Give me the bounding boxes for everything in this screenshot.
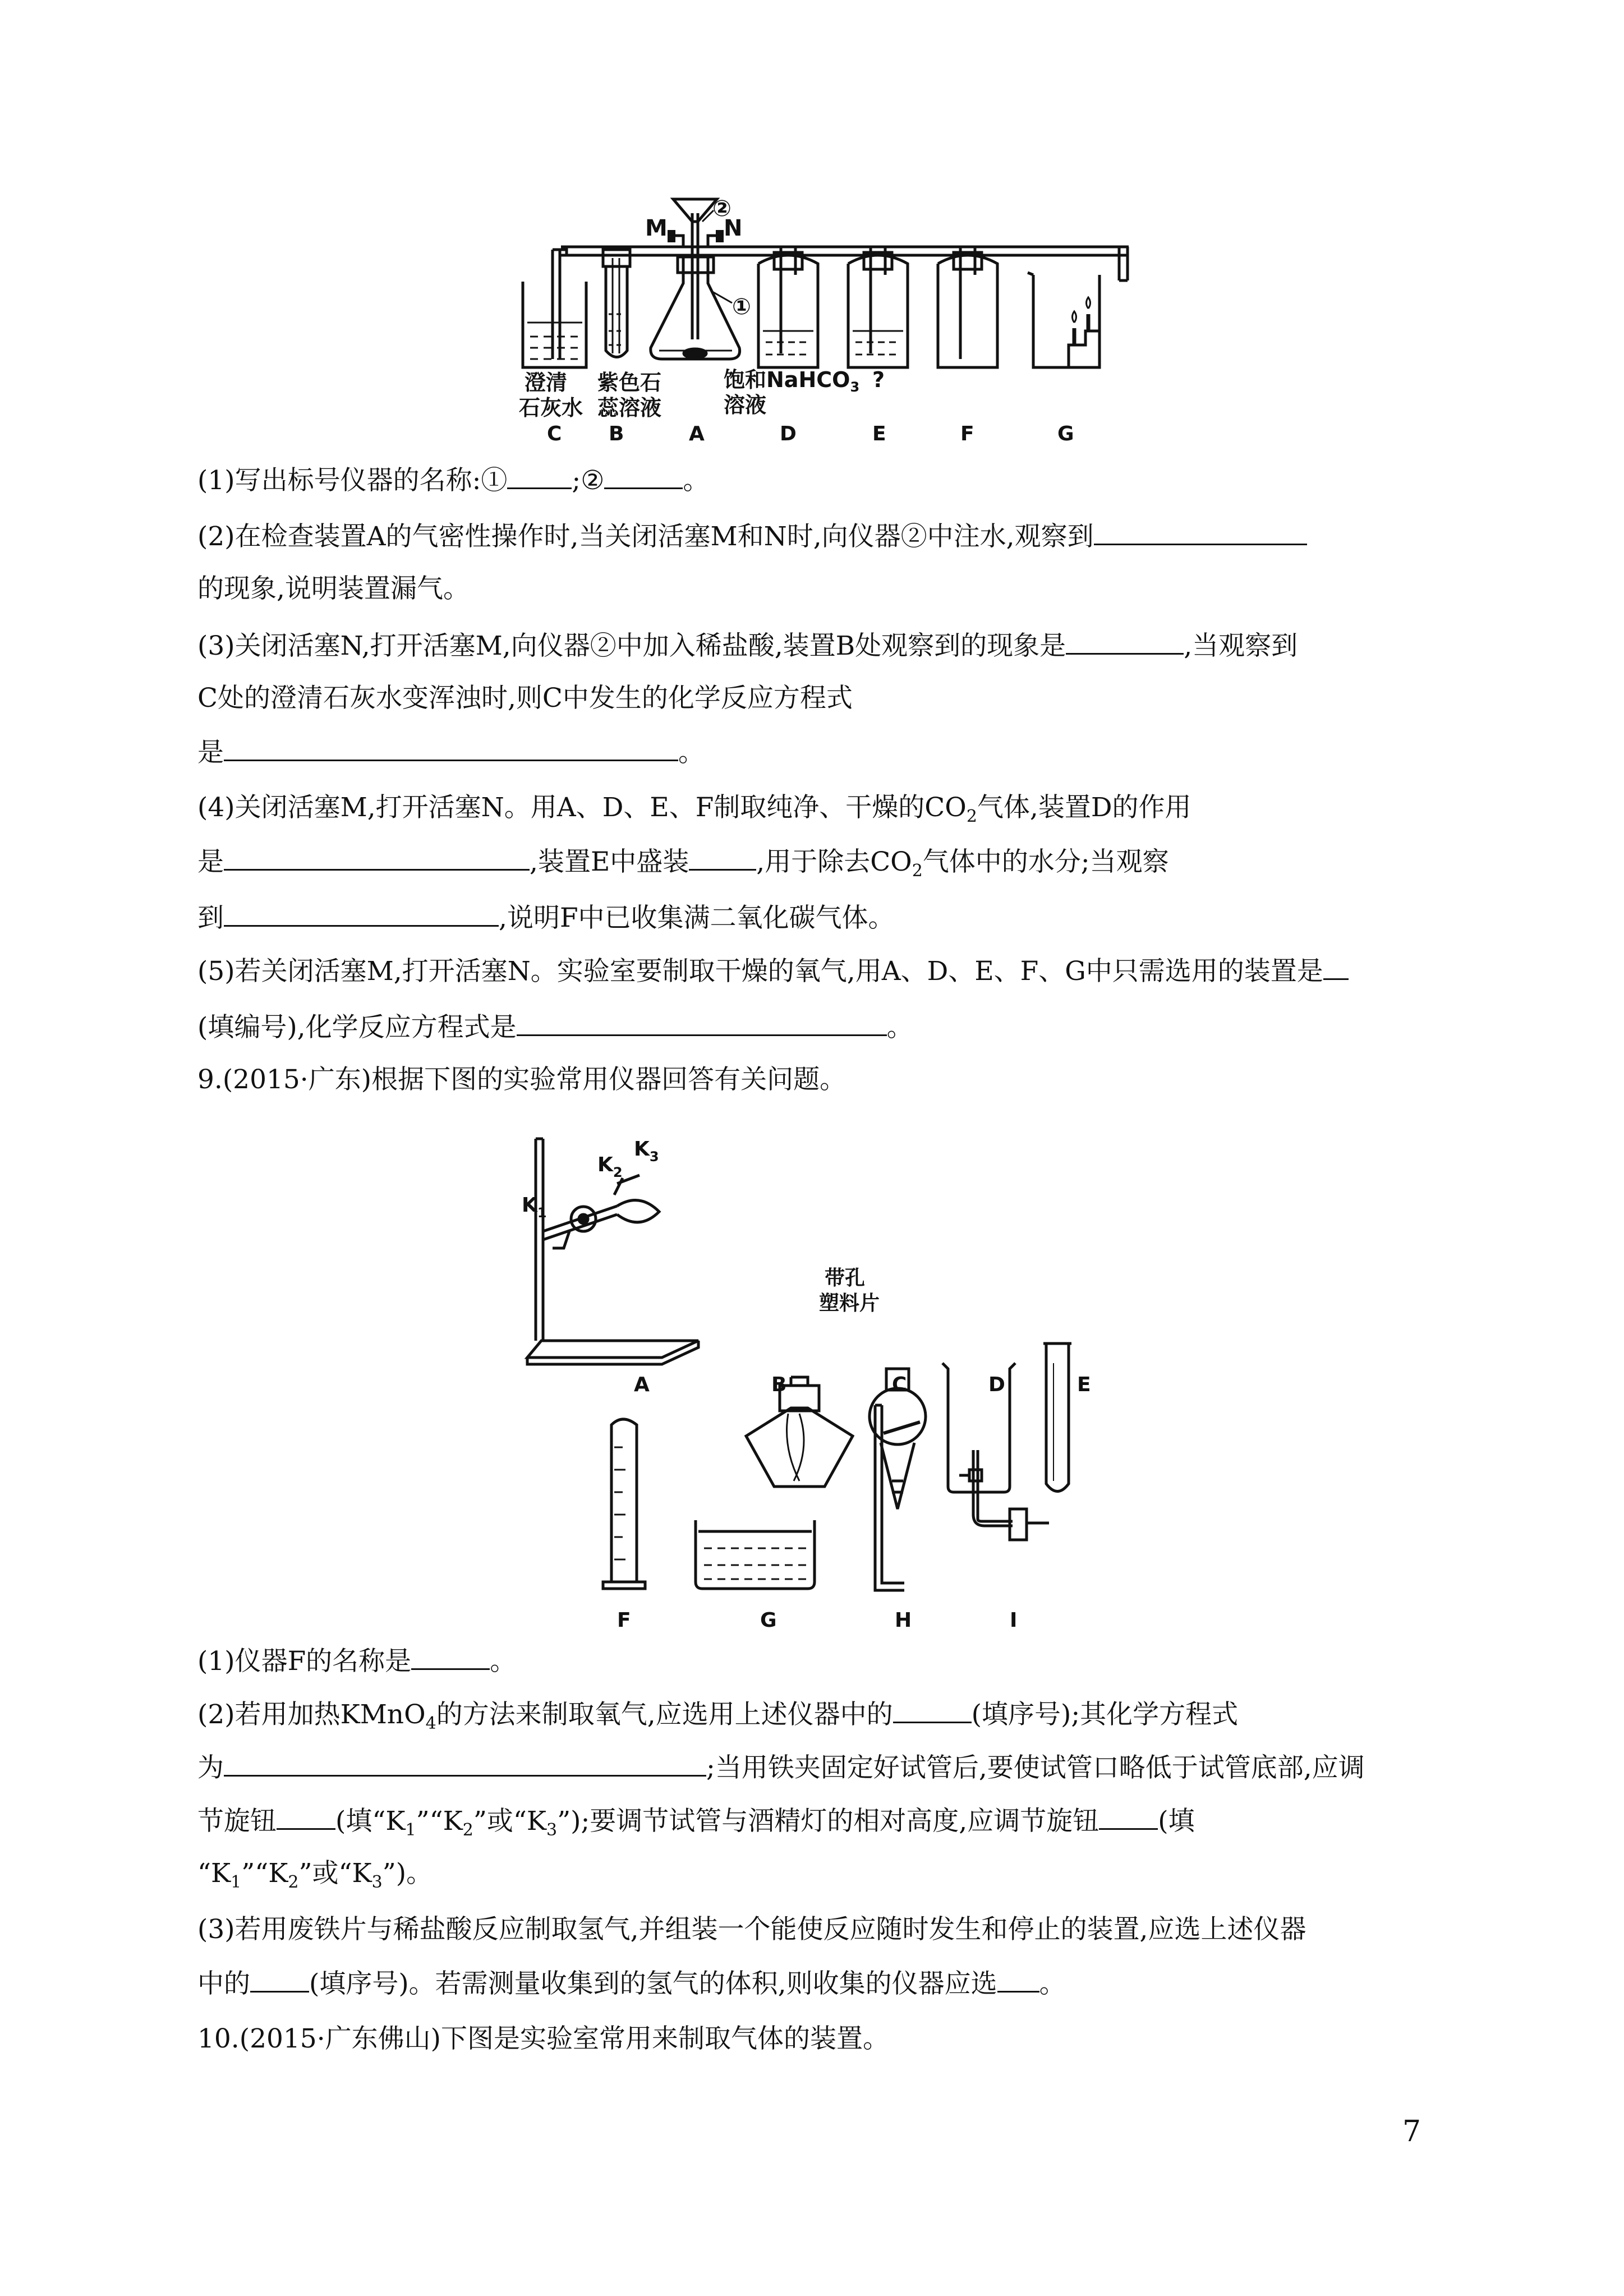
label-1: ① — [732, 294, 751, 320]
label-perforated-1: 带孔 — [825, 1267, 866, 1290]
label-limewater-2: 石灰水 — [519, 395, 583, 420]
q9-part3-line2: 中的 (填序号)。若需测量收集到的氢气的体积,则收集的仪器应选 。 — [197, 1966, 1066, 2001]
blank[interactable] — [1323, 954, 1349, 980]
blank[interactable] — [517, 1010, 887, 1036]
page-number: 7 — [1402, 2115, 1421, 2148]
q8-part1: (1)写出标号仪器的名称:① ;② 。 — [197, 463, 709, 498]
blank[interactable] — [604, 463, 683, 489]
letter-G: G — [760, 1609, 777, 1632]
letter-C: C — [547, 422, 562, 445]
letter-D: D — [988, 1373, 1005, 1396]
letter-B: B — [609, 422, 624, 445]
letter-H: H — [895, 1609, 912, 1632]
blank[interactable] — [1066, 628, 1184, 655]
q9-part2-line2: 为 ;当用铁夹固定好试管后,要使试管口略低于试管底部,应调 — [197, 1750, 1365, 1785]
letter-B: B — [771, 1373, 787, 1396]
q8-part2-line1: (2)在检查装置A的气密性操作时,当关闭活塞M和N时,向仪器②中注水,观察到 — [197, 519, 1307, 554]
q9-part2-line1: (2)若用加热KMnO$_4$的方法来制取氧气,应选用上述仪器中的 (填序号);其化学方程式 — [197, 1697, 1238, 1732]
letter-F: F — [617, 1609, 631, 1632]
q9-part2-line3: 节旋钮 (填“$K_1”“K_2$”或“$K_3$”);要调节试管与酒精灯的相对高度,应调节旋钮 (填 — [197, 1803, 1195, 1838]
blank[interactable] — [893, 1697, 972, 1723]
label-K1: $K_1$ — [522, 1194, 547, 1221]
label-N: N — [724, 215, 743, 241]
blank[interactable] — [224, 1750, 706, 1777]
blank[interactable] — [250, 1966, 309, 1993]
letter-I: I — [1010, 1609, 1018, 1632]
label-2: ② — [712, 196, 732, 222]
apparatus-diagram-q8 — [0, 0, 1624, 460]
label-litmus-1: 紫色石 — [597, 370, 662, 395]
letter-D: D — [780, 422, 797, 445]
q9-title: 9.(2015·广东)根据下图的实验常用仪器回答有关问题。 — [197, 1064, 846, 1095]
blank[interactable] — [224, 844, 530, 871]
label-litmus-2: 蕊溶液 — [597, 395, 662, 420]
label-question-mark: ? — [872, 367, 885, 392]
label-nahco3: 饱和NaHCO$_3$ — [724, 367, 860, 395]
q8-part3-line3: 是 。 — [197, 735, 705, 770]
blank[interactable] — [1099, 1803, 1158, 1830]
blank[interactable] — [689, 844, 756, 871]
label-K3: $K_3$ — [634, 1138, 659, 1165]
label-limewater-1: 澄清 — [525, 370, 568, 395]
q8-part3-line1: (3)关闭活塞N,打开活塞M,向仪器②中加入稀盐酸,装置B处观察到的现象是 ,当观察到 — [197, 628, 1298, 663]
q8-part4-line1: (4)关闭活塞M,打开活塞N。用A、D、E、F制取纯净、干燥的$CO_2$气体,装置D的作用 — [197, 792, 1191, 826]
label-K2: $K_2$ — [597, 1153, 623, 1180]
label-perforated-2: 塑料片 — [819, 1292, 880, 1315]
letter-E: E — [872, 422, 886, 445]
letter-E: E — [1077, 1373, 1091, 1396]
letter-C: C — [892, 1373, 907, 1396]
letter-G: G — [1057, 422, 1074, 445]
q8-part2-line2: 的现象,说明装置漏气。 — [197, 573, 470, 604]
q8-part5-line1: (5)若关闭活塞M,打开活塞N。实验室要制取干燥的氧气,用A、D、E、F、G中只需选用的装置是 — [197, 954, 1349, 988]
blank[interactable] — [997, 1966, 1039, 1993]
letter-A: A — [689, 422, 705, 445]
q9-part3-line1: (3)若用废铁片与稀盐酸反应制取氢气,并组装一个能使反应随时发生和停止的装置,应选上述仪器 — [197, 1914, 1306, 1945]
q10-title: 10.(2015·广东佛山)下图是实验室常用来制取气体的装置。 — [197, 2023, 889, 2054]
blank[interactable] — [277, 1803, 335, 1830]
letter-A: A — [634, 1373, 650, 1396]
q9-part2-line4: “$K_1”“K_2$”或“$K_3$”)。 — [197, 1858, 433, 1892]
blank[interactable] — [411, 1644, 490, 1670]
blank[interactable] — [224, 900, 499, 927]
blank[interactable] — [1094, 519, 1307, 545]
q8-part3-line2: C处的澄清石灰水变浑浊时,则C中发生的化学反应方程式 — [197, 683, 853, 714]
q8-part5-line2: (填编号),化学反应方程式是 。 — [197, 1010, 913, 1045]
q8-part4-line2: 是 ,装置E中盛装 ,用于除去$CO_2$气体中的水分;当观察 — [197, 844, 1169, 879]
q8-part4-line3: 到 ,说明F中已收集满二氧化碳气体。 — [197, 900, 895, 935]
q9-part1: (1)仪器F的名称是 。 — [197, 1644, 516, 1678]
apparatus-diagram-q9 — [0, 1122, 1624, 1638]
blank[interactable] — [507, 463, 572, 489]
letter-F: F — [960, 422, 974, 445]
label-solution: 溶液 — [724, 393, 767, 417]
blank[interactable] — [224, 735, 678, 761]
label-M: M — [645, 215, 668, 241]
